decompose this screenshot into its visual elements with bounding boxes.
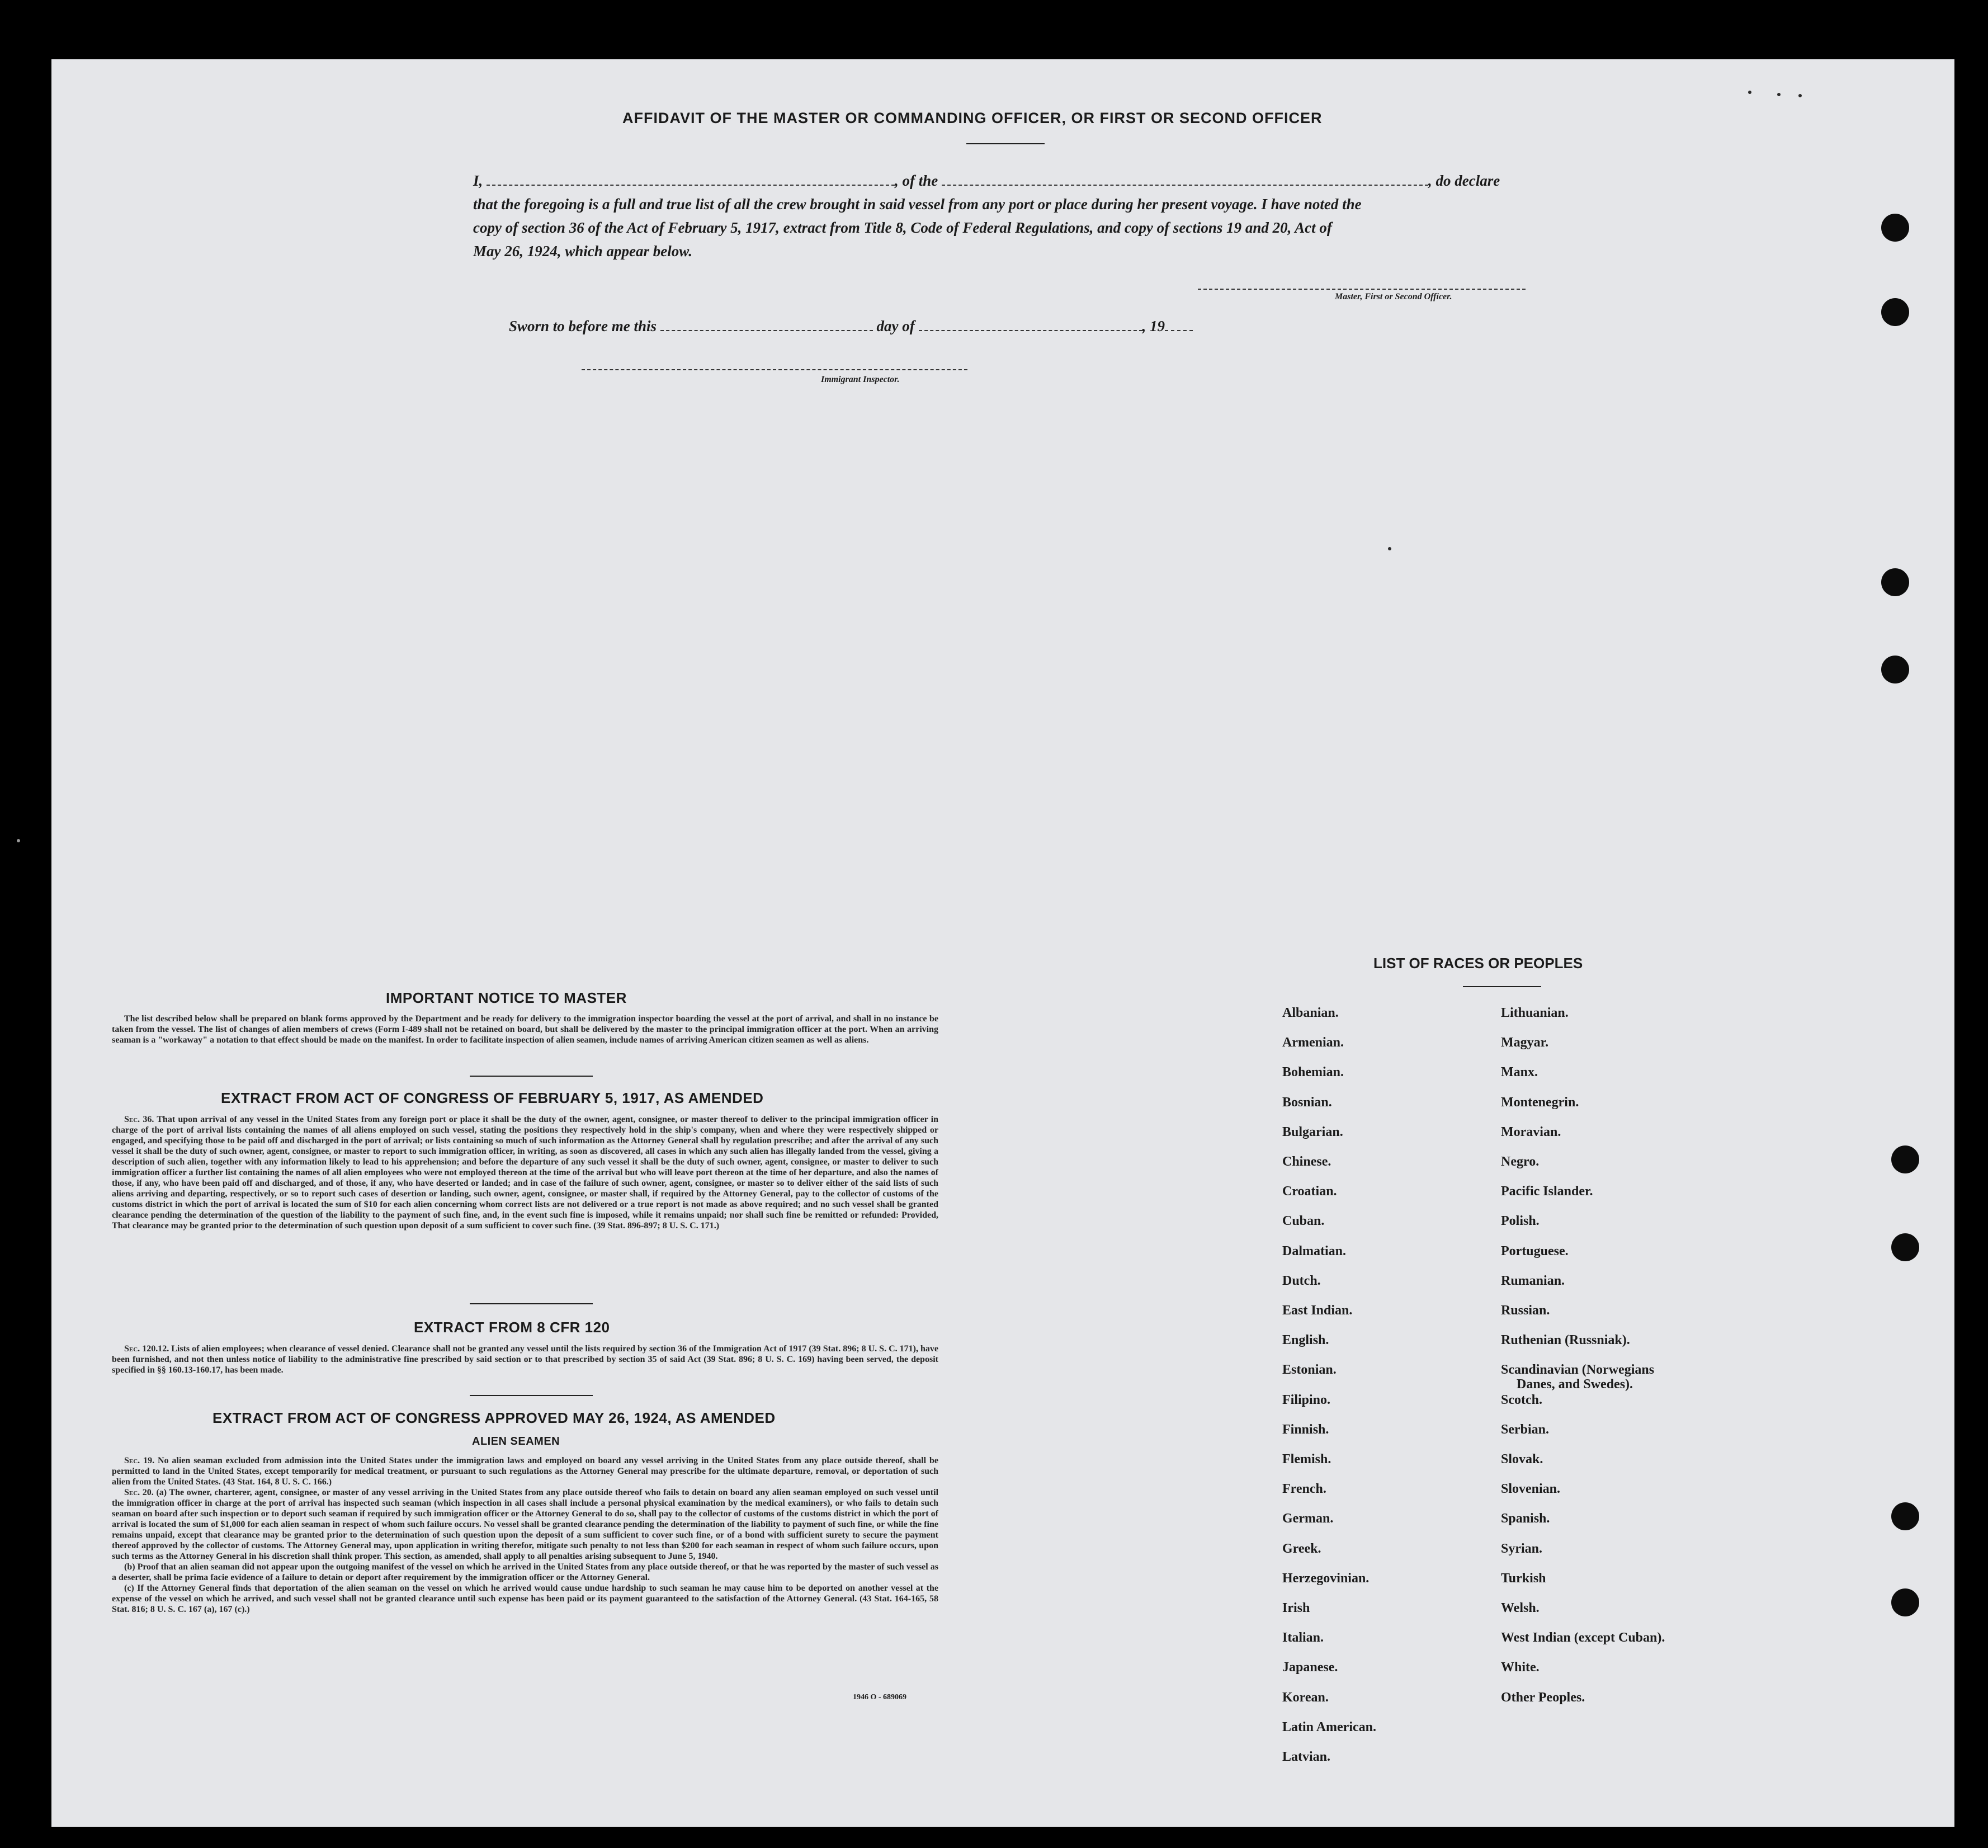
- sec-20-label: Sec. 20.: [124, 1488, 154, 1497]
- vessel-blank[interactable]: [942, 171, 1428, 186]
- race-item: Polish.: [1501, 1214, 1540, 1229]
- race-item: Slovenian.: [1501, 1482, 1561, 1497]
- race-item: Flemish.: [1282, 1452, 1331, 1467]
- paper-speck: [1798, 94, 1802, 97]
- race-item: English.: [1282, 1333, 1329, 1348]
- race-item: Russian.: [1501, 1303, 1550, 1318]
- race-item: Cuban.: [1282, 1214, 1325, 1229]
- race-item: Slovak.: [1501, 1452, 1543, 1467]
- master-signature-line[interactable]: [1198, 289, 1526, 290]
- punch-hole-6: [1891, 1233, 1919, 1261]
- inspector-signature-line[interactable]: [582, 369, 967, 370]
- sec-36-paragraph: [112, 1114, 938, 1231]
- race-item: Bulgarian.: [1282, 1124, 1343, 1139]
- race-item: Chinese.: [1282, 1154, 1331, 1169]
- race-item: Dutch.: [1282, 1273, 1321, 1288]
- affidavit-title: AFFIDAVIT OF THE MASTER OR COMMANDING OFFICER, OR FIRST OR SECOND OFFICER: [622, 110, 1323, 126]
- sworn-date-blank[interactable]: [660, 317, 873, 331]
- sec-120-paragraph: [112, 1343, 938, 1375]
- race-item: Turkish: [1501, 1571, 1546, 1586]
- race-item: Bohemian.: [1282, 1065, 1344, 1080]
- race-item: Albanian.: [1282, 1006, 1339, 1020]
- race-item: Finnish.: [1282, 1422, 1329, 1437]
- sec-20a-paragraph: [112, 1487, 938, 1562]
- paper-speck: [1748, 91, 1751, 94]
- notice-text: [112, 1013, 938, 1045]
- races-title-underline: [1463, 986, 1541, 987]
- declaration-i: I,: [473, 172, 483, 189]
- sec-19-text: No alien seaman excluded from admission into the United States under the immigration laws and employed on board any vessel arriving in the United States from any place outside thereof, shall be permitted to land in the United States, except temporarily for medical treatment, or pursuant to such regulations as the Attorney General may prescribe for the ultimate departure, removal, or deportation of such alien from the United States. (43 Stat. 164, 8 U. S. C. 166.): [112, 1456, 939, 1487]
- race-item: Spanish.: [1501, 1511, 1550, 1526]
- race-item: Korean.: [1282, 1690, 1329, 1705]
- declaration-line-3: copy of section 36 of the Act of February 5, 1917, extract from Title 8, Code of Federal Regulations, and copy of sections 19 and 20, Act of: [473, 219, 1332, 236]
- race-item: Filipino.: [1282, 1392, 1331, 1407]
- race-item: Croatian.: [1282, 1184, 1337, 1199]
- punch-hole-1: [1881, 214, 1909, 242]
- race-item: Pacific Islander.: [1501, 1184, 1593, 1199]
- race-item: Japanese.: [1282, 1660, 1338, 1675]
- race-item: West Indian (except Cuban).: [1501, 1630, 1665, 1646]
- sec-20c-paragraph: (c) If the Attorney General finds that deportation of the alien seaman on the vessel on which he arrived would cause undue hardship to such seaman he may cause him to be deported on another vessel at the expense of the vessel on which he arrived, and such vessel shall not be granted clearance until such expense has been paid or its payment guaranteed to the satisfaction of the Attorney General. (43 Stat. 164-165, 58 Stat. 816; 8 U. S. C. 167 (a), 167 (c).): [112, 1583, 938, 1614]
- paper-speck: [1388, 547, 1391, 550]
- declaration-line-2: that the foregoing is a full and true list of all the crew brought in said vessel from any port or place during her present voyage. I have noted the: [473, 196, 1362, 213]
- race-item: Other Peoples.: [1501, 1690, 1585, 1705]
- race-item: Greek.: [1282, 1541, 1321, 1556]
- sworn-year-blank[interactable]: [1165, 317, 1193, 331]
- race-item: Latin American.: [1282, 1719, 1376, 1734]
- name-blank[interactable]: [487, 171, 895, 186]
- punch-hole-7: [1891, 1502, 1919, 1530]
- punch-hole-5: [1891, 1145, 1919, 1173]
- race-item: Portuguese.: [1501, 1243, 1569, 1258]
- race-item: Ruthenian (Russniak).: [1501, 1333, 1630, 1348]
- race-item: Italian.: [1282, 1630, 1324, 1646]
- race-item: Rumanian.: [1501, 1273, 1565, 1288]
- declaration-line-4: May 26, 1924, which appear below.: [473, 243, 693, 260]
- master-signature-caption: Master, First or Second Officer.: [1335, 292, 1452, 301]
- punch-hole-2: [1881, 298, 1909, 326]
- declaration-line-1: [473, 169, 1528, 192]
- punch-hole-3: [1881, 568, 1909, 596]
- extract-cfr-text: [112, 1343, 938, 1375]
- race-item: Manx.: [1501, 1065, 1538, 1080]
- sec-120-label: Sec. 120.12.: [124, 1344, 169, 1354]
- notice-title: IMPORTANT NOTICE TO MASTER: [386, 989, 627, 1006]
- race-item: Scotch.: [1501, 1392, 1542, 1407]
- race-item: Herzegovinian.: [1282, 1571, 1370, 1586]
- extract-1917-title: EXTRACT FROM ACT OF CONGRESS OF FEBRUARY 5, 1917, AS AMENDED: [221, 1090, 764, 1106]
- sec-20b-paragraph: (b) Proof that an alien seaman did not appear upon the outgoing manifest of the vessel on which he arrived in the United States from any place outside thereof, or that he was reported by the master of such vessel as a deserter, shall be prima facie evidence of a failure to detain or deport after requirement by the immigration officer or the Attorney General.: [112, 1562, 938, 1582]
- section-divider: [470, 1303, 593, 1304]
- race-item: German.: [1282, 1511, 1334, 1526]
- race-item: French.: [1282, 1482, 1326, 1497]
- declaration-text: [473, 169, 1528, 263]
- punch-hole-4: [1881, 656, 1909, 683]
- extract-cfr-title: EXTRACT FROM 8 CFR 120: [414, 1319, 610, 1336]
- race-item: Bosnian.: [1282, 1095, 1332, 1110]
- sec-36-text: That upon arrival of any vessel in the United States from any foreign port or place it shall be the duty of the owner, agent, consignee, or master thereof to deliver to the principal immigration officer in charge of the port of arrival lists containing the names of all aliens employed on such vessel, stating the positions they respectively hold in the ship's company, when and where they were respectively shipped or engaged, and specifying those to be paid off and discharged in the port of arrival; or lists containing so much of such information as the Attorney General shall by regulation prescribe; and after the arrival of any such vessel it shall be the duty of such owner, agent, consignee, or master to report to such immigration officer, in writing, as soon as discovered, all cases in which any such alien has illegally landed from the vessel, giving a description of such alien, together with any information likely to lead to his apprehension; and before the departure of any such vessel it shall be the duty of such owner, agent, consignee, or master to deliver to such immigration officer a further list containing the names of all alien employees who were not employed thereon at the time of the arrival but who will leave port thereon at the time of her departure, and also the names of those, if any, who have been paid off and discharged, and of those, if any, who have deserted or landed; and in case of the failure of such owner, agent, consignee, or master so to deliver either of the said lists of such aliens arriving and departing, respectively, or so to report such cases of desertion or landing, such owner, agent, consignee, or master shall, if required by the Attorney General, pay to the collector of customs of the customs district in which the port of arrival is located the sum of $10 for each alien concerning whom correct lists are not delivered or a true report is not made as above required; and no such vessel shall be granted clearance pending the determination of the question of the liability to the payment of such fine, and, in the event such fine is imposed, while it remains unpaid; nor shall such fine be remitted or refunded: Provided, That clearance may be granted prior to the determination of such question upon deposit of a sum sufficient to cover such fine. (39 Stat. 896-897; 8 U. S. C. 171.): [112, 1115, 939, 1231]
- sec-19-label: Sec. 19.: [124, 1456, 155, 1465]
- sec-120-text: Lists of alien employees; when clearance of vessel denied. Clearance shall not be granted any vessel until the lists required by section 36 of the Immigration Act of 1917 (39 Stat. 896; 8 U. S. C. 171), have been furnished, and not then unless notice of liability to the administrative fine prescribed by said section or to that prescribed by section 35 of said Act (39 Stat. 896; 8 U. S. C. 169) having been served, the deposit specified in §§ 160.13-160.17, has been made.: [112, 1344, 938, 1375]
- sworn-label: Sworn to before me this: [509, 318, 657, 334]
- extract-1917-text: [112, 1114, 938, 1231]
- race-item: East Indian.: [1282, 1303, 1353, 1318]
- print-code: 1946 O - 689069: [853, 1693, 907, 1701]
- race-item: Scandinavian (Norwegians: [1501, 1363, 1655, 1378]
- race-item: Lithuanian.: [1501, 1006, 1569, 1020]
- paper-speck: [17, 839, 20, 842]
- notice-paragraph: The list described below shall be prepared on blank forms approved by the Department and be ready for delivery to the immigration inspector boarding the vessel at the port of arrival, and shall in no instance be taken from the vessel. The list of changes of alien members of crews (Form I-489 shall not be retained on board, but shall be delivered by the master to the principal immigration officer at the port. When an arriving seaman is a "workaway" a notation to that effect should be made on the manifest. In order to facilitate inspection of alien seamen, include names of arriving American citizen seamen as well as aliens.: [112, 1014, 938, 1045]
- race-item: Estonian.: [1282, 1363, 1337, 1378]
- punch-hole-8: [1891, 1588, 1919, 1616]
- declaration-of-the: , of the: [895, 172, 938, 189]
- section-divider: [470, 1076, 593, 1077]
- sworn-year-label: , 19: [1142, 318, 1165, 334]
- title-underline: [966, 143, 1045, 144]
- section-divider: [470, 1395, 593, 1396]
- extract-1924-title: EXTRACT FROM ACT OF CONGRESS APPROVED MAY 26, 1924, AS AMENDED: [213, 1409, 776, 1426]
- race-item: Welsh.: [1501, 1601, 1540, 1615]
- races-list-title: LIST OF RACES OR PEOPLES: [1373, 955, 1583, 972]
- sworn-line: [509, 317, 1193, 335]
- race-item: White.: [1501, 1660, 1540, 1675]
- race-item: Magyar.: [1501, 1035, 1549, 1050]
- race-item: Latvian.: [1282, 1750, 1331, 1764]
- race-item: Danes, and Swedes).: [1517, 1377, 1633, 1392]
- alien-seamen-subtitle: ALIEN SEAMEN: [472, 1435, 560, 1448]
- race-item: Negro.: [1501, 1154, 1540, 1169]
- inspector-caption: Immigrant Inspector.: [821, 375, 900, 384]
- race-item: Armenian.: [1282, 1035, 1344, 1050]
- race-item: Montenegrin.: [1501, 1095, 1579, 1110]
- sworn-day-of-label: day of: [876, 318, 915, 334]
- sworn-month-blank[interactable]: [919, 317, 1142, 331]
- race-item: Syrian.: [1501, 1541, 1543, 1556]
- race-item: Irish: [1282, 1601, 1310, 1615]
- race-item: Dalmatian.: [1282, 1243, 1346, 1258]
- sec-36-label: Sec. 36.: [124, 1115, 154, 1124]
- sec-20a-text: (a) The owner, charterer, agent, consignee, or master of any vessel arriving in the United States from any place outside thereof who fails to detain on board any alien seaman employed on such vessel until the immigration officer in charge at the port of arrival has inspected such seaman (which inspection in all cases shall include a personal physical examination by the medical examiners), or who fails to detain such seaman on board after such inspection or to deport such seaman if required by such immigration officer or the Attorney General to do so, shall pay to the collector of customs of the customs district in which the port of arrival is located the sum of $1,000 for each alien seaman in respect of whom such failure occurs. No vessel shall be granted clearance pending the determination of the liability to payment of such fine, or while the fine remains unpaid, except that clearance may be granted prior to the determination of such question upon the deposit of a sum sufficient to cover such fine, or of a bond with sufficient surety to secure the payment thereof approved by the collector of customs. The Attorney General may, upon application in writing therefor, mitigate such penalty to not less than $200 for each seaman in respect of whom such failure occurs, upon such terms as the Attorney General in his discretion shall think proper. This section, as amended, shall apply to all penalties arising subsequent to June 5, 1940.: [112, 1488, 939, 1561]
- paper-speck: [1777, 93, 1781, 96]
- race-item: Serbian.: [1501, 1422, 1550, 1437]
- sec-19-paragraph: [112, 1455, 938, 1487]
- declaration-do-declare: , do declare: [1428, 172, 1500, 189]
- extract-1924-text: [112, 1455, 938, 1615]
- race-item: Moravian.: [1501, 1124, 1561, 1139]
